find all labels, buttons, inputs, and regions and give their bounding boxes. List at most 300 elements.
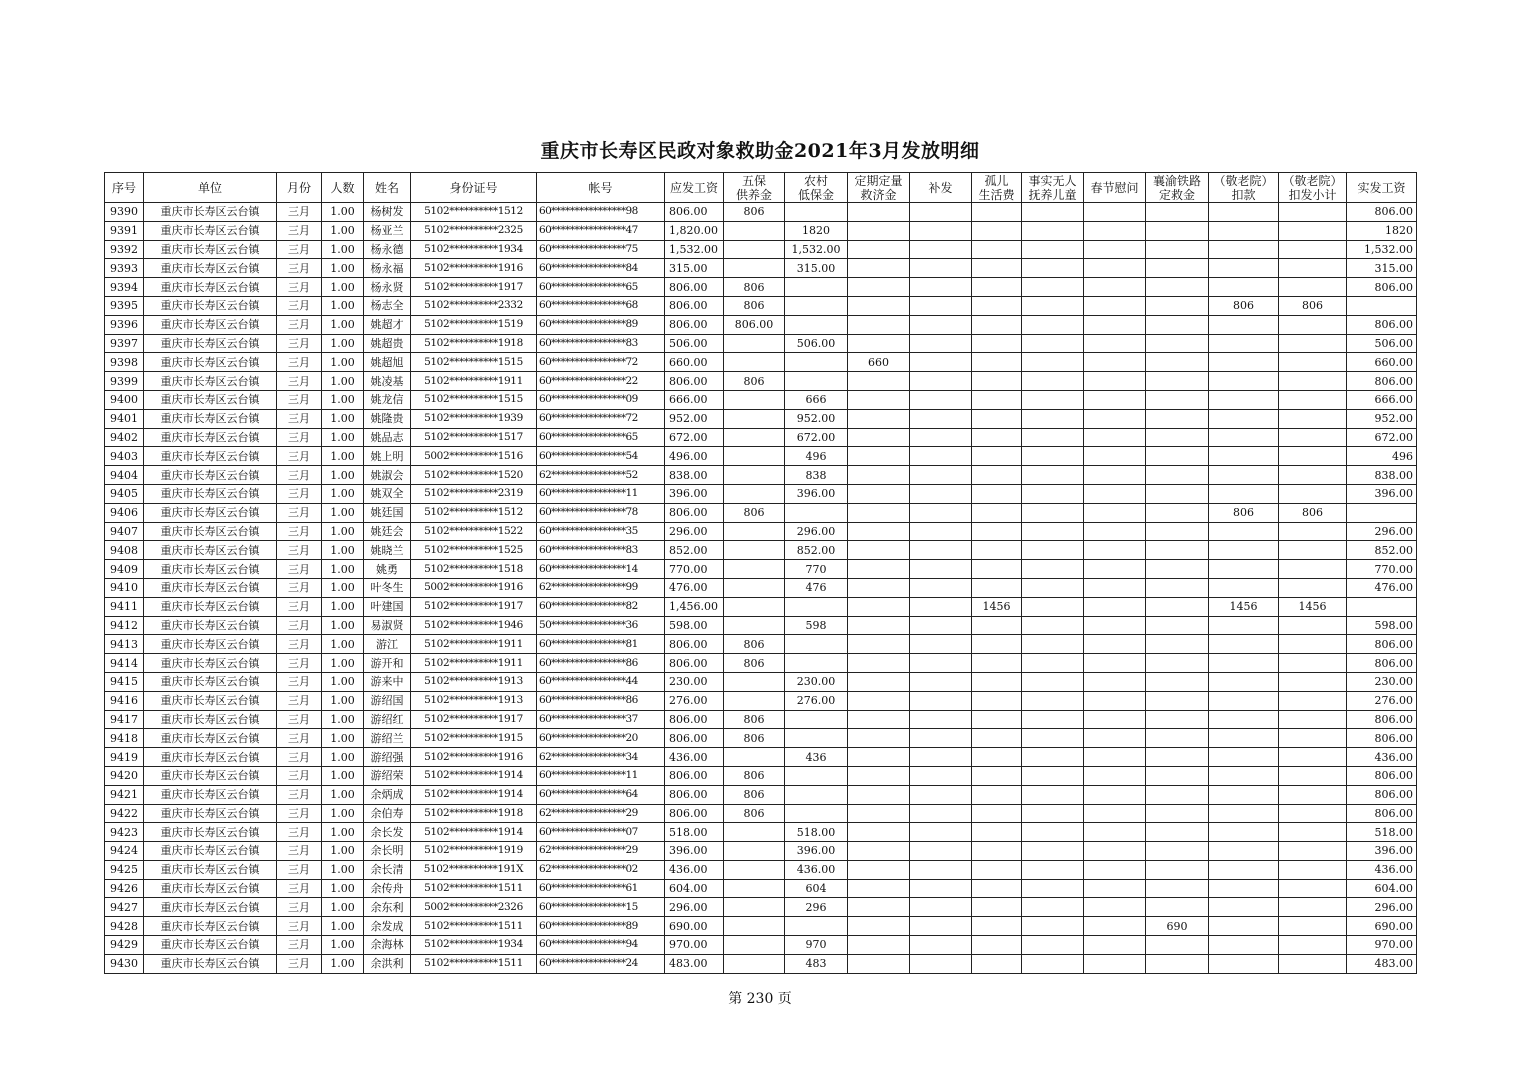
table-row bbox=[105, 672, 1417, 691]
table-cell bbox=[724, 860, 785, 879]
table-cell: 60****************54 bbox=[537, 447, 665, 466]
table-cell: 60****************47 bbox=[537, 221, 665, 240]
table-cell: 690 bbox=[1146, 917, 1209, 936]
page-title: 重庆市长寿区民政对象救助金2021年3月发放明细 bbox=[540, 140, 980, 162]
table-cell: 396.00 bbox=[665, 842, 724, 861]
table-row bbox=[105, 296, 1417, 315]
table-cell: 62****************99 bbox=[537, 578, 665, 597]
table-cell: 1.00 bbox=[322, 748, 364, 767]
table-cell bbox=[1279, 672, 1347, 691]
table-row bbox=[105, 315, 1417, 334]
table-cell: 三月 bbox=[277, 804, 322, 823]
table-cell bbox=[848, 484, 910, 503]
table-cell bbox=[910, 748, 972, 767]
table-cell: 1.00 bbox=[322, 409, 364, 428]
table-cell bbox=[1084, 221, 1146, 240]
table-cell: 770.00 bbox=[1347, 560, 1417, 579]
table-cell: 806.00 bbox=[1347, 804, 1417, 823]
table-cell: 1456 bbox=[1209, 597, 1279, 616]
table-cell bbox=[785, 203, 848, 222]
table-cell: 806 bbox=[724, 296, 785, 315]
table-cell bbox=[724, 221, 785, 240]
table-cell bbox=[1022, 221, 1084, 240]
table-cell: 重庆市长寿区云台镇 bbox=[144, 484, 277, 503]
table-cell bbox=[1279, 372, 1347, 391]
table-cell bbox=[1146, 672, 1209, 691]
table-cell: 60****************98 bbox=[537, 203, 665, 222]
table-cell bbox=[1022, 503, 1084, 522]
table-cell: 1.00 bbox=[322, 541, 364, 560]
column-header: 身份证号 bbox=[411, 173, 537, 203]
table-cell bbox=[972, 785, 1022, 804]
table-cell bbox=[910, 691, 972, 710]
table-cell: 476 bbox=[785, 578, 848, 597]
table-row bbox=[105, 203, 1417, 222]
table-cell: 9406 bbox=[105, 503, 144, 522]
table-cell: 506.00 bbox=[665, 334, 724, 353]
table-cell bbox=[1084, 296, 1146, 315]
table-cell bbox=[1209, 259, 1279, 278]
table-cell bbox=[1279, 353, 1347, 372]
table-cell bbox=[1146, 503, 1209, 522]
table-cell bbox=[1146, 221, 1209, 240]
table-cell bbox=[848, 672, 910, 691]
column-header: 事实无人 抚养儿童 bbox=[1022, 173, 1084, 203]
table-cell: 1820 bbox=[1347, 221, 1417, 240]
table-cell: 806.00 bbox=[1347, 766, 1417, 785]
table-cell bbox=[910, 635, 972, 654]
table-cell bbox=[1279, 635, 1347, 654]
table-cell bbox=[1279, 879, 1347, 898]
table-cell bbox=[1146, 597, 1209, 616]
table-cell: 重庆市长寿区云台镇 bbox=[144, 635, 277, 654]
table-cell: 重庆市长寿区云台镇 bbox=[144, 672, 277, 691]
table-cell: 9417 bbox=[105, 710, 144, 729]
table-cell bbox=[972, 729, 1022, 748]
table-cell: 重庆市长寿区云台镇 bbox=[144, 522, 277, 541]
table-cell: 60****************65 bbox=[537, 428, 665, 447]
table-cell bbox=[785, 766, 848, 785]
table-cell: 重庆市长寿区云台镇 bbox=[144, 315, 277, 334]
table-cell: 806 bbox=[724, 729, 785, 748]
table-cell: 436.00 bbox=[665, 860, 724, 879]
table-cell bbox=[910, 503, 972, 522]
table-cell: 5102**********1512 bbox=[411, 503, 537, 522]
table-cell: 9430 bbox=[105, 954, 144, 973]
table-cell: 806.00 bbox=[1347, 654, 1417, 673]
table-cell bbox=[1022, 710, 1084, 729]
table-cell: 806 bbox=[724, 503, 785, 522]
column-header: （敬老院） 扣款 bbox=[1209, 173, 1279, 203]
table-cell bbox=[910, 203, 972, 222]
table-cell: 三月 bbox=[277, 296, 322, 315]
table-cell: 518.00 bbox=[1347, 823, 1417, 842]
table-cell: 9407 bbox=[105, 522, 144, 541]
table-cell bbox=[972, 428, 1022, 447]
table-cell: 838.00 bbox=[1347, 466, 1417, 485]
table-cell bbox=[1209, 936, 1279, 955]
table-cell: 三月 bbox=[277, 860, 322, 879]
table-cell: 396.00 bbox=[1347, 842, 1417, 861]
table-cell: 三月 bbox=[277, 390, 322, 409]
table-cell: 重庆市长寿区云台镇 bbox=[144, 823, 277, 842]
table-cell bbox=[1146, 428, 1209, 447]
table-cell bbox=[724, 954, 785, 973]
table-cell: 806.00 bbox=[665, 804, 724, 823]
table-cell bbox=[848, 390, 910, 409]
table-cell: 5102**********1517 bbox=[411, 428, 537, 447]
table-cell: 1.00 bbox=[322, 936, 364, 955]
table-cell: 游开和 bbox=[364, 654, 411, 673]
table-cell: 806.00 bbox=[665, 766, 724, 785]
table-cell bbox=[785, 278, 848, 297]
table-cell bbox=[910, 616, 972, 635]
table-cell: 50****************36 bbox=[537, 616, 665, 635]
table-cell: 970 bbox=[785, 936, 848, 955]
table-cell bbox=[1209, 842, 1279, 861]
table-cell bbox=[1146, 898, 1209, 917]
table-cell bbox=[848, 917, 910, 936]
table-cell: 62****************52 bbox=[537, 466, 665, 485]
table-cell: 三月 bbox=[277, 691, 322, 710]
table-cell: 9423 bbox=[105, 823, 144, 842]
table-cell: 806.00 bbox=[1347, 729, 1417, 748]
table-cell: 5102**********1511 bbox=[411, 917, 537, 936]
table-row bbox=[105, 842, 1417, 861]
table-cell bbox=[1209, 334, 1279, 353]
table-cell bbox=[1279, 917, 1347, 936]
table-cell bbox=[848, 860, 910, 879]
column-header: 应发工资 bbox=[665, 173, 724, 203]
table-cell: 518.00 bbox=[665, 823, 724, 842]
table-cell: 5102**********2325 bbox=[411, 221, 537, 240]
table-cell: 重庆市长寿区云台镇 bbox=[144, 296, 277, 315]
table-cell: 296.00 bbox=[665, 522, 724, 541]
table-cell bbox=[848, 691, 910, 710]
table-cell: 60****************89 bbox=[537, 315, 665, 334]
table-cell bbox=[1084, 597, 1146, 616]
table-cell bbox=[910, 842, 972, 861]
table-cell: 9424 bbox=[105, 842, 144, 861]
table-cell bbox=[1146, 334, 1209, 353]
table-cell: 5102**********1915 bbox=[411, 729, 537, 748]
column-header: 补发 bbox=[910, 173, 972, 203]
table-cell bbox=[848, 296, 910, 315]
table-row bbox=[105, 954, 1417, 973]
table-cell bbox=[1022, 372, 1084, 391]
table-cell bbox=[1146, 259, 1209, 278]
table-cell bbox=[1022, 879, 1084, 898]
table-cell bbox=[848, 954, 910, 973]
table-cell: 三月 bbox=[277, 917, 322, 936]
table-cell: 60****************15 bbox=[537, 898, 665, 917]
table-cell bbox=[1146, 710, 1209, 729]
table-cell bbox=[910, 954, 972, 973]
relief-payment-table bbox=[104, 172, 1417, 974]
table-cell: 1,532.00 bbox=[665, 240, 724, 259]
table-cell: 60****************37 bbox=[537, 710, 665, 729]
table-cell: 三月 bbox=[277, 447, 322, 466]
table-cell: 806.00 bbox=[665, 729, 724, 748]
table-cell: 806 bbox=[724, 654, 785, 673]
table-cell bbox=[724, 917, 785, 936]
table-cell: 9413 bbox=[105, 635, 144, 654]
table-cell bbox=[910, 315, 972, 334]
table-cell: 436.00 bbox=[785, 860, 848, 879]
table-cell bbox=[785, 372, 848, 391]
table-cell bbox=[785, 917, 848, 936]
table-cell bbox=[785, 597, 848, 616]
table-row bbox=[105, 785, 1417, 804]
table-cell: 806 bbox=[724, 766, 785, 785]
table-cell: 1.00 bbox=[322, 785, 364, 804]
table-cell: 9393 bbox=[105, 259, 144, 278]
table-cell: 806.00 bbox=[1347, 315, 1417, 334]
table-cell bbox=[1146, 447, 1209, 466]
table-row bbox=[105, 578, 1417, 597]
table-cell bbox=[848, 616, 910, 635]
table-cell bbox=[1209, 203, 1279, 222]
table-cell: 60****************89 bbox=[537, 917, 665, 936]
table-cell bbox=[1209, 278, 1279, 297]
table-cell bbox=[1022, 390, 1084, 409]
table-row bbox=[105, 729, 1417, 748]
table-cell: 5102**********1522 bbox=[411, 522, 537, 541]
table-cell bbox=[1146, 484, 1209, 503]
table-cell bbox=[1279, 278, 1347, 297]
table-cell bbox=[1022, 748, 1084, 767]
table-cell bbox=[1084, 522, 1146, 541]
table-cell: 60****************35 bbox=[537, 522, 665, 541]
table-cell: 1.00 bbox=[322, 221, 364, 240]
table-row bbox=[105, 428, 1417, 447]
table-cell bbox=[848, 729, 910, 748]
table-row bbox=[105, 522, 1417, 541]
table-cell: 9426 bbox=[105, 879, 144, 898]
table-cell bbox=[1146, 785, 1209, 804]
table-cell bbox=[1146, 936, 1209, 955]
table-cell bbox=[1022, 522, 1084, 541]
table-cell bbox=[1084, 560, 1146, 579]
table-cell bbox=[724, 879, 785, 898]
table-cell: 游绍国 bbox=[364, 691, 411, 710]
table-cell: 余东利 bbox=[364, 898, 411, 917]
table-cell: 1.00 bbox=[322, 917, 364, 936]
table-cell: 游江 bbox=[364, 635, 411, 654]
table-cell bbox=[1209, 353, 1279, 372]
table-cell: 三月 bbox=[277, 729, 322, 748]
table-cell bbox=[785, 353, 848, 372]
table-cell bbox=[1146, 240, 1209, 259]
table-cell bbox=[1146, 560, 1209, 579]
table-cell: 838 bbox=[785, 466, 848, 485]
table-cell: 1.00 bbox=[322, 278, 364, 297]
table-cell: 806 bbox=[724, 710, 785, 729]
table-cell: 5102**********1911 bbox=[411, 372, 537, 391]
table-cell: 806 bbox=[1279, 296, 1347, 315]
table-cell: 62****************29 bbox=[537, 842, 665, 861]
table-cell: 9398 bbox=[105, 353, 144, 372]
table-cell bbox=[972, 578, 1022, 597]
table-cell: 三月 bbox=[277, 578, 322, 597]
table-cell bbox=[1022, 428, 1084, 447]
table-cell: 9404 bbox=[105, 466, 144, 485]
table-cell bbox=[1209, 823, 1279, 842]
table-cell: 60****************44 bbox=[537, 672, 665, 691]
table-cell: 9421 bbox=[105, 785, 144, 804]
table-cell bbox=[1022, 917, 1084, 936]
table-cell: 三月 bbox=[277, 823, 322, 842]
table-cell: 姚隆贵 bbox=[364, 409, 411, 428]
table-cell bbox=[1084, 860, 1146, 879]
table-cell bbox=[972, 654, 1022, 673]
table-cell: 三月 bbox=[277, 278, 322, 297]
table-cell: 62****************34 bbox=[537, 748, 665, 767]
table-cell: 9428 bbox=[105, 917, 144, 936]
table-cell bbox=[1146, 766, 1209, 785]
table-cell: 姚超贵 bbox=[364, 334, 411, 353]
table-body bbox=[105, 203, 1417, 974]
table-cell: 1.00 bbox=[322, 334, 364, 353]
table-cell bbox=[1084, 616, 1146, 635]
table-cell: 60****************81 bbox=[537, 635, 665, 654]
table-cell: 296.00 bbox=[785, 522, 848, 541]
column-header: 实发工资 bbox=[1347, 173, 1417, 203]
table-cell bbox=[972, 936, 1022, 955]
table-row bbox=[105, 879, 1417, 898]
table-cell bbox=[848, 278, 910, 297]
table-cell bbox=[1084, 484, 1146, 503]
table-cell bbox=[1022, 766, 1084, 785]
table-cell: 666.00 bbox=[665, 390, 724, 409]
table-cell: 315.00 bbox=[785, 259, 848, 278]
table-cell: 9411 bbox=[105, 597, 144, 616]
table-cell: 三月 bbox=[277, 240, 322, 259]
table-cell bbox=[1146, 296, 1209, 315]
table-cell bbox=[1022, 484, 1084, 503]
table-cell: 三月 bbox=[277, 372, 322, 391]
table-cell: 余洪利 bbox=[364, 954, 411, 973]
table-cell bbox=[785, 654, 848, 673]
table-cell bbox=[1279, 616, 1347, 635]
table-cell bbox=[1209, 917, 1279, 936]
table-cell bbox=[910, 334, 972, 353]
table-cell: 483.00 bbox=[1347, 954, 1417, 973]
table-cell: 838.00 bbox=[665, 466, 724, 485]
table-cell: 重庆市长寿区云台镇 bbox=[144, 597, 277, 616]
table-cell bbox=[848, 785, 910, 804]
table-cell bbox=[848, 635, 910, 654]
table-cell bbox=[972, 748, 1022, 767]
table-cell bbox=[972, 484, 1022, 503]
table-cell: 604 bbox=[785, 879, 848, 898]
table-cell bbox=[785, 635, 848, 654]
table-cell bbox=[1209, 691, 1279, 710]
table-cell bbox=[848, 541, 910, 560]
table-cell bbox=[910, 804, 972, 823]
table-cell bbox=[724, 823, 785, 842]
table-cell: 姚超才 bbox=[364, 315, 411, 334]
table-cell: 三月 bbox=[277, 428, 322, 447]
table-cell bbox=[910, 466, 972, 485]
table-cell: 重庆市长寿区云台镇 bbox=[144, 729, 277, 748]
table-row bbox=[105, 240, 1417, 259]
table-cell: 5102**********1917 bbox=[411, 278, 537, 297]
table-cell: 游来中 bbox=[364, 672, 411, 691]
table-cell bbox=[848, 597, 910, 616]
table-cell bbox=[1279, 334, 1347, 353]
table-cell: 806 bbox=[1209, 503, 1279, 522]
table-cell: 重庆市长寿区云台镇 bbox=[144, 917, 277, 936]
table-cell: 5102**********1916 bbox=[411, 259, 537, 278]
table-cell: 5002**********2326 bbox=[411, 898, 537, 917]
table-cell bbox=[972, 860, 1022, 879]
table-cell: 重庆市长寿区云台镇 bbox=[144, 804, 277, 823]
table-cell: 9414 bbox=[105, 654, 144, 673]
table-cell: 806 bbox=[724, 785, 785, 804]
table-cell bbox=[848, 748, 910, 767]
table-cell: 5102**********1518 bbox=[411, 560, 537, 579]
table-cell: 三月 bbox=[277, 334, 322, 353]
table-cell bbox=[910, 578, 972, 597]
table-cell: 483 bbox=[785, 954, 848, 973]
table-cell: 60****************68 bbox=[537, 296, 665, 315]
table-cell bbox=[1209, 785, 1279, 804]
table-cell bbox=[910, 560, 972, 579]
table-row bbox=[105, 597, 1417, 616]
table-cell: 1.00 bbox=[322, 691, 364, 710]
table-cell bbox=[1022, 541, 1084, 560]
table-cell: 770 bbox=[785, 560, 848, 579]
table-cell: 476.00 bbox=[1347, 578, 1417, 597]
table-cell bbox=[1279, 860, 1347, 879]
table-cell: 1.00 bbox=[322, 259, 364, 278]
table-cell bbox=[1146, 466, 1209, 485]
table-cell bbox=[972, 296, 1022, 315]
column-header: 孤儿 生活费 bbox=[972, 173, 1022, 203]
table-cell bbox=[1279, 785, 1347, 804]
table-cell bbox=[1084, 748, 1146, 767]
table-cell: 1.00 bbox=[322, 804, 364, 823]
table-cell: 姚廷国 bbox=[364, 503, 411, 522]
table-cell bbox=[1022, 635, 1084, 654]
table-cell bbox=[1084, 390, 1146, 409]
table-cell: 315.00 bbox=[665, 259, 724, 278]
table-cell: 806.00 bbox=[1347, 372, 1417, 391]
table-cell: 重庆市长寿区云台镇 bbox=[144, 879, 277, 898]
table-cell bbox=[1209, 522, 1279, 541]
table-cell: 276.00 bbox=[665, 691, 724, 710]
table-cell: 5102**********1525 bbox=[411, 541, 537, 560]
table-cell bbox=[785, 729, 848, 748]
table-cell: 5102**********1946 bbox=[411, 616, 537, 635]
table-cell: 9397 bbox=[105, 334, 144, 353]
table-cell bbox=[1022, 654, 1084, 673]
table-cell bbox=[848, 766, 910, 785]
table-cell: 三月 bbox=[277, 315, 322, 334]
table-cell bbox=[1209, 315, 1279, 334]
table-cell bbox=[724, 936, 785, 955]
table-cell: 5102**********1515 bbox=[411, 353, 537, 372]
table-cell bbox=[1209, 672, 1279, 691]
table-cell bbox=[1022, 447, 1084, 466]
table-cell bbox=[1084, 372, 1146, 391]
table-cell bbox=[1279, 203, 1347, 222]
table-cell: 60****************78 bbox=[537, 503, 665, 522]
table-cell: 1.00 bbox=[322, 240, 364, 259]
table-cell: 598 bbox=[785, 616, 848, 635]
table-cell: 9400 bbox=[105, 390, 144, 409]
